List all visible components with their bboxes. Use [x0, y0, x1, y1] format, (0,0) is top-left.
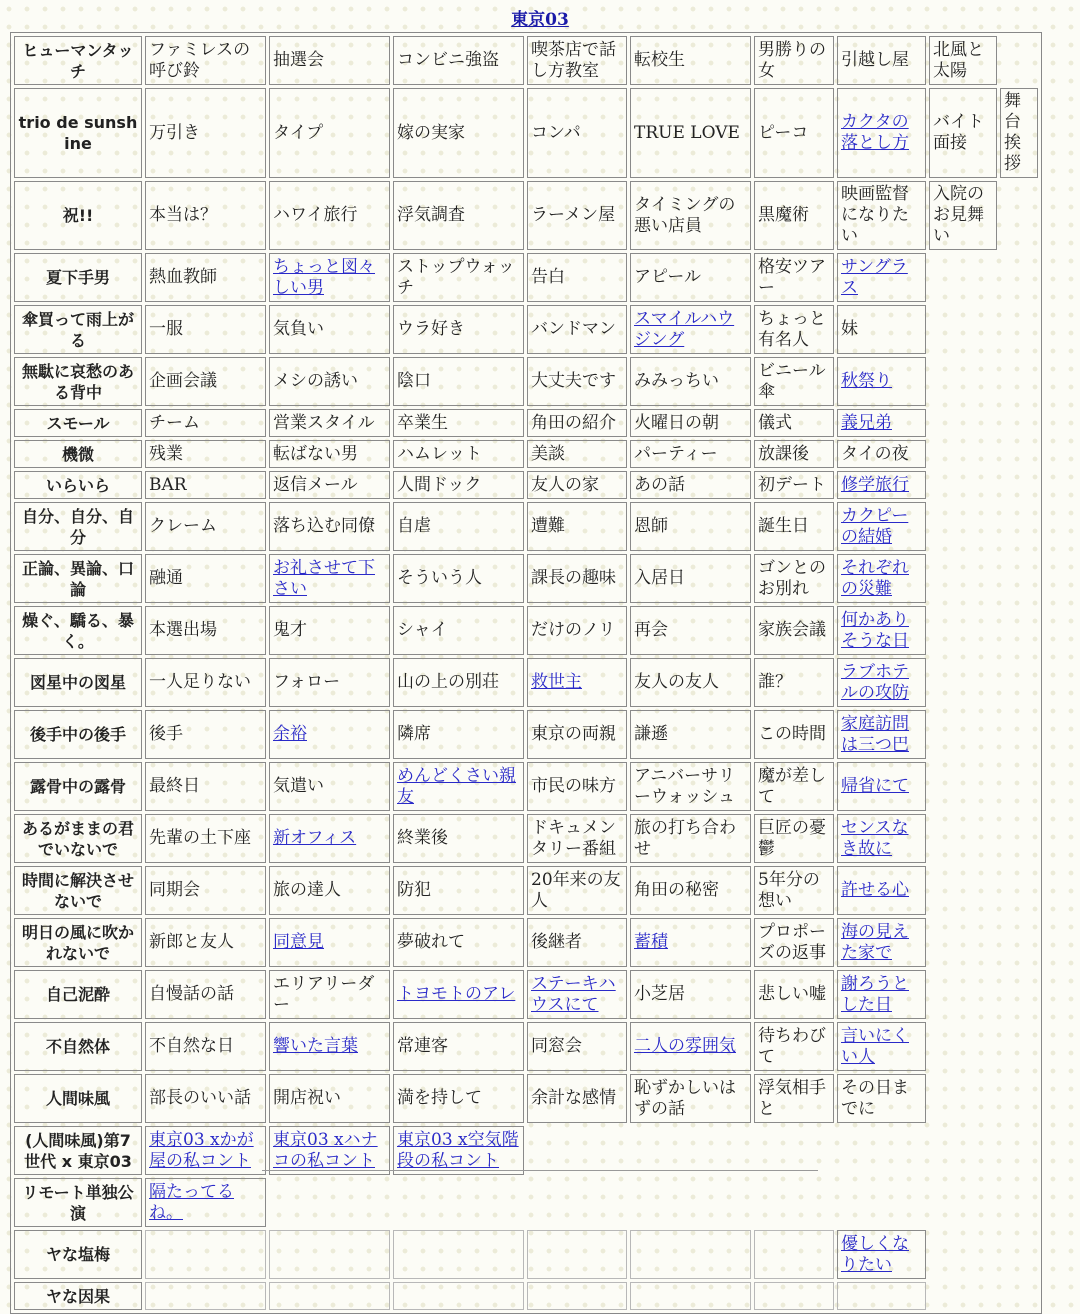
sketch-cell: 同窓会 [527, 1022, 627, 1071]
sketch-cell[interactable] [393, 1126, 524, 1175]
sketch-cell: 東京の両親 [527, 710, 627, 759]
row-header: ヤな因果 [14, 1282, 142, 1310]
sketch-cell: その日までに [837, 1074, 926, 1123]
sketch-cell: 不自然な日 [145, 1022, 266, 1071]
sketch-cell: タイプ [269, 88, 390, 178]
table-row [14, 1178, 1038, 1227]
sketch-cell: みみっちい [630, 357, 751, 406]
sketch-link[interactable]: 響いた言葉 [273, 1036, 358, 1056]
sketch-cell: あの話 [630, 471, 751, 499]
sketch-cell: 一人足りない [145, 658, 266, 707]
sketch-link[interactable]: ステーキハウスにて [531, 973, 616, 1015]
sketch-cell: 大丈夫です [527, 357, 627, 406]
sketch-link[interactable]: 東京03 x空気階段の私コント [397, 1129, 519, 1171]
sketch-cell: 角田の紹介 [527, 409, 627, 437]
sketch-link[interactable]: 隔たってるね。 [149, 1181, 234, 1223]
row-header: 自己泥酔 [14, 970, 142, 1019]
sketch-cell: 黒魔術 [754, 181, 834, 250]
sketch-cell: 落ち込む同僚 [269, 502, 390, 551]
sketch-cell: 北風と太陽 [929, 36, 997, 85]
row-header: 機微 [14, 440, 142, 468]
sketch-cell[interactable] [837, 918, 926, 967]
row-header: 傘買って雨上がる [14, 305, 142, 354]
sketch-cell [145, 1282, 266, 1310]
sketch-cell: 終業後 [393, 814, 524, 863]
sketch-cell: 新郎と友人 [145, 918, 266, 967]
sketch-link[interactable]: 海の見えた家で [841, 921, 909, 963]
sketch-cell[interactable] [837, 554, 926, 603]
sketch-cell[interactable] [837, 471, 926, 499]
sketch-cell: 舞台挨拶 [1000, 88, 1038, 178]
sketch-cell: 5年分の想い [754, 866, 834, 915]
sketch-cell [145, 1230, 266, 1279]
sketch-cell: フォロー [269, 658, 390, 707]
sketch-cell [527, 1230, 627, 1279]
sketch-cell: 夢破れて [393, 918, 524, 967]
row-header: 無駄に哀愁のある背中 [14, 357, 142, 406]
sketch-cell: 部長のいい話 [145, 1074, 266, 1123]
sketch-cell [754, 1230, 834, 1279]
sketch-cell: 妹 [837, 305, 926, 354]
sketch-cell: 隣席 [393, 710, 524, 759]
sketch-link[interactable]: お礼させて下さい [273, 557, 375, 599]
sketch-cell: ピーコ [754, 88, 834, 178]
sketch-cell: 満を持して [393, 1074, 524, 1123]
sketch-cell: アニバーサリーウォッシュ [630, 762, 751, 811]
sketch-cell: 告白 [527, 253, 627, 302]
sketch-cell: メシの誘い [269, 357, 390, 406]
row-header: 燥ぐ、驕る、暴く。 [14, 606, 142, 655]
sketch-cell: 残業 [145, 440, 266, 468]
sketch-cell [630, 1282, 751, 1310]
sketch-link[interactable]: 二人の雰囲気 [634, 1036, 736, 1056]
sketch-link[interactable]: 新オフィス [273, 828, 357, 848]
sketch-cell [837, 1282, 926, 1310]
sketch-cell: チーム [145, 409, 266, 437]
sketch-cell: クレーム [145, 502, 266, 551]
sketch-cell: 気負い [269, 305, 390, 354]
sketch-cell: タイミングの悪い店員 [630, 181, 751, 250]
sketch-cell: 先輩の土下座 [145, 814, 266, 863]
sketch-link[interactable]: 義兄弟 [841, 412, 892, 433]
table-row [14, 866, 1038, 915]
sketch-link[interactable]: 東京03 xかが屋の私コント [149, 1129, 254, 1171]
sketch-cell: 返信メール [269, 471, 390, 499]
row-header: 後手中の後手 [14, 710, 142, 759]
sketch-cell[interactable] [837, 710, 926, 759]
sketch-cell: 抽選会 [269, 36, 390, 85]
sketch-cell: ハワイ旅行 [269, 181, 390, 250]
row-header: スモール [14, 409, 142, 437]
sketch-cell[interactable] [837, 762, 926, 811]
sketch-cell: 防犯 [393, 866, 524, 915]
sketch-link[interactable]: センスなき故に [841, 817, 909, 859]
sketch-cell: 美談 [527, 440, 627, 468]
table-row [14, 502, 1038, 551]
sketch-cell: 自虐 [393, 502, 524, 551]
sketch-cell: 恩師 [630, 502, 751, 551]
table-row [14, 181, 1038, 250]
sketch-cell: 入院のお見舞い [929, 181, 997, 250]
sketch-cell: 待ちわびて [754, 1022, 834, 1071]
sketch-cell: 格安ツアー [754, 253, 834, 302]
sketch-link[interactable]: ちょっと図々しい男 [273, 256, 375, 298]
sketch-cell: そういう人 [393, 554, 524, 603]
sketch-cell: 転ばない男 [269, 440, 390, 468]
sketch-link[interactable]: 救世主 [531, 672, 582, 692]
sketch-cell[interactable] [837, 814, 926, 863]
sketch-cell: ドキュメンタリー番組 [527, 814, 627, 863]
sketch-link[interactable]: 余裕 [273, 724, 307, 744]
table-row [14, 658, 1038, 707]
sketch-link[interactable]: 同意見 [273, 932, 324, 952]
table-row [14, 471, 1038, 499]
title-link[interactable]: 東京03 [511, 10, 569, 30]
table-row [14, 1022, 1038, 1071]
sketch-cell[interactable] [269, 814, 390, 863]
sketch-cell: 営業スタイル [269, 409, 390, 437]
sketch-cell: 本選出場 [145, 606, 266, 655]
sketch-cell[interactable] [837, 88, 926, 178]
sketch-cell: 人間ドック [393, 471, 524, 499]
table-row [14, 710, 1038, 759]
sketch-cell: 魔が差して [754, 762, 834, 811]
sketch-cell[interactable] [269, 918, 390, 967]
sketch-cell: 市民の味方 [527, 762, 627, 811]
sketch-cell: コンパ [527, 88, 627, 178]
sketch-cell: 嫁の実家 [393, 88, 524, 178]
sketch-cell[interactable] [837, 606, 926, 655]
sketch-cell: ウラ好き [393, 305, 524, 354]
table-row [14, 409, 1038, 437]
table-row [14, 606, 1038, 655]
sketch-cell: 放課後 [754, 440, 834, 468]
sketch-link[interactable]: 優しくなりたい [841, 1233, 909, 1275]
sketch-link[interactable]: 許せる心 [841, 880, 909, 900]
row-header: (人間味風)第7世代 x 東京03 [14, 1126, 142, 1175]
sketch-cell: 熱血教師 [145, 253, 266, 302]
sketch-cell: 引越し屋 [837, 36, 926, 85]
sketch-cell: 後継者 [527, 918, 627, 967]
sketch-cell: 儀式 [754, 409, 834, 437]
sketch-link[interactable]: ラブホテルの攻防 [841, 661, 909, 703]
table-row [14, 918, 1038, 967]
sketch-cell[interactable] [269, 554, 390, 603]
table-row [14, 36, 1038, 85]
table-row [14, 253, 1038, 302]
sketch-cell: ストップウォッチ [393, 253, 524, 302]
sketch-cell[interactable] [837, 866, 926, 915]
sketch-cell: 常連客 [393, 1022, 524, 1071]
row-header: 時間に解決させないで [14, 866, 142, 915]
sketch-cell[interactable] [527, 970, 627, 1019]
sketch-cell: コンビニ強盗 [393, 36, 524, 85]
sketch-cell [754, 1282, 834, 1310]
sketch-cell: 再会 [630, 606, 751, 655]
sketch-link[interactable]: それぞれの災難 [841, 557, 909, 599]
sketch-link[interactable]: 謝ろうとした日 [841, 973, 909, 1015]
sketch-cell: 謙遜 [630, 710, 751, 759]
table-row [14, 305, 1038, 354]
row-header: trio de sunshine [14, 88, 142, 178]
sketch-cell: 小芝居 [630, 970, 751, 1019]
sketch-cell: 一服 [145, 305, 266, 354]
sketch-link[interactable]: 言いにくい人 [841, 1025, 909, 1067]
row-header: 夏下手男 [14, 253, 142, 302]
page-title [0, 9, 1080, 31]
row-header: ヒューマンタッチ [14, 36, 142, 85]
sketch-cell: パーティー [630, 440, 751, 468]
table-row [14, 1074, 1038, 1123]
sketch-cell: 旅の打ち合わせ [630, 814, 751, 863]
sketch-cell [393, 1282, 524, 1310]
sketch-cell: ラーメン屋 [527, 181, 627, 250]
sketch-cell[interactable] [837, 357, 926, 406]
table-row [14, 970, 1038, 1019]
row-header: いらいら [14, 471, 142, 499]
sketch-cell: 後手 [145, 710, 266, 759]
sketch-cell: 入居日 [630, 554, 751, 603]
row-header: あるがままの君でいないで [14, 814, 142, 863]
row-header: 祝!! [14, 181, 142, 250]
sketch-cell[interactable] [837, 970, 926, 1019]
sketch-cell: 映画監督になりたい [837, 181, 926, 250]
sketch-cell[interactable] [393, 762, 524, 811]
sketch-cell[interactable] [837, 658, 926, 707]
sketch-cell: だけのノリ [527, 606, 627, 655]
sketch-link[interactable]: 修学旅行 [841, 474, 909, 495]
table-row [14, 357, 1038, 406]
sketch-cell[interactable] [269, 1126, 390, 1175]
sketch-cell[interactable] [145, 1126, 266, 1175]
sketch-cell: 同期会 [145, 866, 266, 915]
sketch-cell [269, 1230, 390, 1279]
table-row [14, 762, 1038, 811]
sketch-cell [393, 1230, 524, 1279]
row-header: ヤな塩梅 [14, 1230, 142, 1279]
sketch-cell[interactable] [630, 1022, 751, 1071]
sketch-cell: 20年来の友人 [527, 866, 627, 915]
table-row [14, 1126, 1038, 1175]
sketch-cell: 余計な感情 [527, 1074, 627, 1123]
sketch-cell[interactable] [269, 1022, 390, 1071]
sketch-cell [527, 1282, 627, 1310]
row-header: 不自然体 [14, 1022, 142, 1071]
sketch-cell[interactable] [269, 253, 390, 302]
sketch-cell: バイト面接 [929, 88, 997, 178]
sketch-cell: 悲しい嘘 [754, 970, 834, 1019]
sketch-cell[interactable] [269, 710, 390, 759]
sketch-cell: バンドマン [527, 305, 627, 354]
sketch-cell: 浮気相手と [754, 1074, 834, 1123]
table-row [14, 814, 1038, 863]
sketch-cell: 男勝りの女 [754, 36, 834, 85]
row-header: リモート単独公演 [14, 1178, 142, 1227]
sketch-link[interactable]: 東京03 xハナコの私コント [273, 1129, 378, 1171]
sketch-cell: 恥ずかしいはずの話 [630, 1074, 751, 1123]
sketch-cell: 遭難 [527, 502, 627, 551]
sketch-cell: 誰？ [754, 658, 834, 707]
table-row [14, 440, 1038, 468]
sketch-cell: ビニール傘 [754, 357, 834, 406]
sketch-cell: 家族会議 [754, 606, 834, 655]
sketch-cell[interactable] [837, 253, 926, 302]
sketch-cell: ゴンとのお別れ [754, 554, 834, 603]
row-header: 正論、異論、口論 [14, 554, 142, 603]
sketch-cell: 初デート [754, 471, 834, 499]
sketch-link[interactable]: 秋祭り [841, 371, 892, 391]
sketch-link[interactable]: 帰省にて [841, 776, 909, 796]
sketch-link[interactable]: サングラス [841, 256, 908, 298]
sketch-cell: 企画会議 [145, 357, 266, 406]
sketch-cell: 最終日 [145, 762, 266, 811]
sketch-cell: 浮気調査 [393, 181, 524, 250]
sketch-cell: 気遣い [269, 762, 390, 811]
table-row [14, 1282, 1038, 1310]
sketch-cell: 自慢話の話 [145, 970, 266, 1019]
sketch-cell: 課長の趣味 [527, 554, 627, 603]
sketch-cell[interactable] [837, 1230, 926, 1279]
sketch-cell: この時間 [754, 710, 834, 759]
sketch-cell: 友人の家 [527, 471, 627, 499]
sketch-cell: エリアリーダー [269, 970, 390, 1019]
table-row [14, 1230, 1038, 1279]
sketch-cell: 火曜日の朝 [630, 409, 751, 437]
sketch-cell: 旅の達人 [269, 866, 390, 915]
sketch-cell [630, 1230, 751, 1279]
row-header: 人間味風 [14, 1074, 142, 1123]
sketch-link[interactable]: トヨモトのアレ [397, 984, 516, 1004]
sketch-link[interactable]: めんどくさい親友 [397, 765, 516, 807]
sketch-cell[interactable] [393, 970, 524, 1019]
sketch-cell: 山の上の別荘 [393, 658, 524, 707]
sketch-cell: 喫茶店で話し方教室 [527, 36, 627, 85]
sketch-cell: 角田の秘密 [630, 866, 751, 915]
sketch-link[interactable]: 家庭訪問は三つ巴 [841, 713, 909, 755]
sketch-cell: プロポーズの返事 [754, 918, 834, 967]
table-row [14, 88, 1038, 178]
sketch-cell[interactable] [145, 1178, 266, 1227]
sketch-cell: 陰口 [393, 357, 524, 406]
sketch-cell: TRUE LOVE [630, 88, 751, 178]
sketch-cell: シャイ [393, 606, 524, 655]
sketch-cell: 転校生 [630, 36, 751, 85]
sketch-cell[interactable] [630, 305, 751, 354]
sketch-cell: ハムレット [393, 440, 524, 468]
sketch-link[interactable]: カクピーの結婚 [841, 505, 909, 547]
sketch-link[interactable]: 何かありそうな日 [841, 609, 909, 651]
row-header: 図星中の図星 [14, 658, 142, 707]
sketch-link[interactable]: スマイルハウジング [634, 308, 735, 350]
bottom-divider [262, 1170, 818, 1171]
sketch-cell[interactable] [837, 1022, 926, 1071]
sketch-link[interactable]: 蓄積 [634, 932, 668, 952]
sketch-cell: ファミレスの呼び鈴 [145, 36, 266, 85]
sketch-table [10, 32, 1042, 1314]
sketch-cell: 鬼才 [269, 606, 390, 655]
row-header: 露骨中の露骨 [14, 762, 142, 811]
sketch-cell: BAR [145, 471, 266, 499]
sketch-cell: 誕生日 [754, 502, 834, 551]
sketch-cell: 融通 [145, 554, 266, 603]
sketch-cell[interactable] [837, 502, 926, 551]
sketch-cell: 万引き [145, 88, 266, 178]
sketch-cell: 開店祝い [269, 1074, 390, 1123]
sketch-cell: タイの夜 [837, 440, 926, 468]
sketch-cell[interactable] [837, 409, 926, 437]
sketch-cell: 友人の友人 [630, 658, 751, 707]
sketch-cell: 巨匠の憂鬱 [754, 814, 834, 863]
sketch-cell[interactable] [630, 918, 751, 967]
sketch-cell: 卒業生 [393, 409, 524, 437]
sketch-link[interactable]: カクタの落とし方 [841, 112, 909, 153]
sketch-cell: 本当は？ [145, 181, 266, 250]
sketch-cell [269, 1282, 390, 1310]
sketch-cell: ちょっと有名人 [754, 305, 834, 354]
sketch-cell: アピール [630, 253, 751, 302]
row-header: 自分、自分、自分 [14, 502, 142, 551]
row-header: 明日の風に吹かれないで [14, 918, 142, 967]
table-row [14, 554, 1038, 603]
sketch-cell[interactable] [527, 658, 627, 707]
